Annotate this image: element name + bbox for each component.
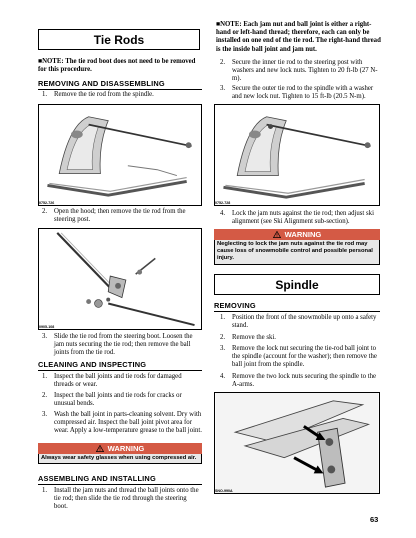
- warning-banner-jam-nuts: [214, 229, 380, 240]
- steering-post-illustration: [39, 229, 201, 329]
- warning-triangle-icon: [96, 445, 104, 452]
- heading-cleaning-inspecting: CLEANING AND INSPECTING: [38, 360, 147, 369]
- figure-caption: 0752-728: [215, 201, 231, 205]
- section-title-spindle: Spindle: [214, 274, 380, 295]
- warning-label: WARNING: [284, 230, 322, 239]
- heading-removing: REMOVING: [214, 301, 256, 310]
- warning-text: Neglecting to lock the jam nuts against the tie rod may cause loss of snowmobile control and possible personal injury.: [214, 240, 380, 265]
- figure-spindle-a-arms: [214, 392, 380, 494]
- step-install-3: 3. Secure the outer tie rod to the spindle with a washer and new lock nut. Tighten to 15 ft-lb (20.5 N-m).: [220, 85, 374, 101]
- heading-removing-disassembling: REMOVING AND DISASSEMBLING: [38, 79, 165, 88]
- figure-caption: 0752-726: [39, 201, 55, 205]
- heading-rule: [38, 484, 202, 485]
- step-assemble-1: 1. Install the jam nuts and thread the ball joints onto the tie rod; then slide the tie rod through the steering boot.: [42, 487, 199, 511]
- warning-label: WARNING: [107, 444, 145, 453]
- step-spindle-1: 1. Position the front of the snowmobile up onto a safety stand.: [220, 314, 377, 330]
- section-title-tie-rods: Tie Rods: [38, 29, 200, 50]
- heading-rule: [38, 370, 202, 371]
- ski-spindle-illustration: [215, 105, 379, 205]
- step-install-2: 2. Secure the inner tie rod to the steering post with washers and new lock nuts. Tighten to 20 ft-lb (27 N-m).: [220, 59, 378, 83]
- step-remove-2: 2. Open the hood; then remove the tie rod from the steering post.: [42, 208, 186, 224]
- heading-assembling-installing: ASSEMBLING AND INSTALLING: [38, 474, 156, 483]
- warning-banner-compressed-air: [38, 443, 202, 454]
- step-clean-3: 3. Wash the ball joint in parts-cleaning solvent. Dry with compressed air. Inspect the ball joint pivot area for wear. Apply a low-temperature grease to the ball joint.: [42, 411, 202, 435]
- figure-tie-rod-spindle: [38, 104, 202, 206]
- step-remove-3: 3. Slide the tie rod from the steering boot. Loosen the jam nuts securing the tie rod; then remove the ball joints from the tie rod.: [42, 333, 193, 357]
- spindle-a-arm-illustration: [215, 393, 379, 493]
- warning-triangle-icon: [273, 231, 281, 238]
- step-clean-2: 2. Inspect the ball joints and tie rods for cracks or unusual bends.: [42, 392, 182, 408]
- figure-steering-post: [38, 228, 202, 330]
- step-clean-1: 1. Inspect the ball joints and tie rods for damaged threads or wear.: [42, 373, 182, 389]
- note-tie-rod-boot: ■NOTE: The tie rod boot does not need to be removed for this procedure.: [38, 58, 196, 74]
- step-install-4: 4. Lock the jam nuts against the tie rod; then adjust ski alignment (see Ski Alignment sub-section).: [220, 210, 374, 226]
- figure-caption: 0905-108: [39, 325, 55, 329]
- step-remove-1: 1. Remove the tie rod from the spindle.: [42, 91, 154, 98]
- step-spindle-2: 2. Remove the ski.: [220, 334, 276, 341]
- figure-caption: SNO-990A: [215, 489, 233, 493]
- note-jam-nut-thread: ■NOTE: Each jam nut and ball joint is either a right-hand or left-hand thread; therefore, each can only be installed on one end of the tie rod. The right-hand thread is the inside ball joint and jam nut.: [216, 21, 381, 53]
- figure-outer-tie-rod: [214, 104, 380, 206]
- ski-spindle-illustration: [39, 105, 201, 205]
- warning-text: Always wear safety glasses when using compressed air.: [38, 454, 202, 464]
- heading-rule: [38, 89, 202, 90]
- step-spindle-3: 3. Remove the lock nut securing the tie-rod ball joint to the spindle (account for the washer); then remove the ball joint from the spindle.: [220, 345, 377, 369]
- step-spindle-4: 4. Remove the two lock nuts securing the spindle to the A-arms.: [220, 373, 377, 389]
- page-number: 63: [370, 515, 379, 524]
- heading-rule: [214, 311, 380, 312]
